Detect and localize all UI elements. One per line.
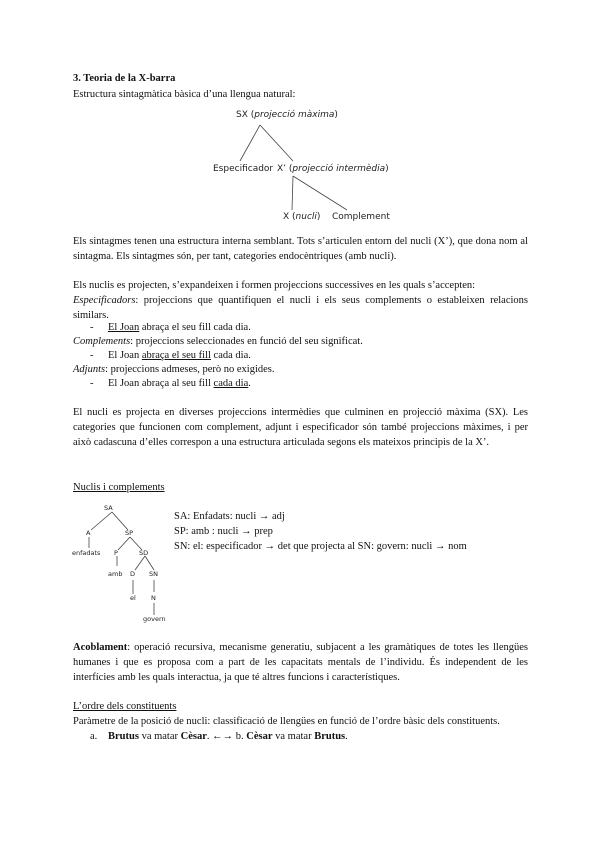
- tree-node-amb: amb: [108, 570, 123, 578]
- tree-comp-label: Complement: [332, 212, 390, 222]
- tree-node-govern: govern: [143, 615, 166, 623]
- spec-example: El Joan abraça el seu fill cada dia.: [108, 322, 251, 333]
- tree-node-sd: SD: [139, 549, 149, 557]
- section-title: 3. Teoria de la X-barra: [73, 73, 176, 84]
- tree-node-el: el: [130, 594, 136, 602]
- note-sn: SN: el: especificador → det que projecta al SN: govern: nucli → nom: [174, 541, 467, 552]
- note-sa: SA: Enfadats: nucli → adj: [174, 511, 285, 522]
- list-dash: -: [90, 350, 94, 361]
- adj-example: El Joan abraça al seu fill cada dia.: [108, 378, 251, 389]
- example-label-a: a.: [90, 731, 98, 742]
- intro-text: Estructura sintagmàtica bàsica d’una llengua natural:: [73, 89, 296, 100]
- adj-definition: Adjunts: projeccions admeses, però no exigides.: [73, 364, 275, 375]
- paragraph-projections-maximal: El nucli es projecta en diverses projeccions intermèdies que culminen en projecció màxima (SX). Les categories que funcionen com complement, adjunt i especificador són també projeccions màximes, i per això cadascuna d’elles correspon a una estructura articulada segons els mateixos principis de la X’.: [73, 407, 528, 448]
- paragraph-head-parameter: Paràmetre de la posició de nucli: classificació de llengües en funció de l’ordre bàsic dels constituents.: [73, 716, 500, 727]
- tree-xbar-label: X’ (projecció intermèdia): [277, 164, 389, 174]
- acob-term: Acoblament: [73, 642, 128, 653]
- paragraph-endocentric: Els sintagmes tenen una estructura interna semblant. Tots s’articulen entorn del nucli (X’), que dona nom al sintagma. Els sintagmes són, per tant, categories endocèntriques (amb nucli).: [73, 236, 528, 262]
- tree-spec-label: Especificador: [213, 164, 274, 174]
- tree-node-d: D: [130, 570, 136, 578]
- list-dash: -: [90, 378, 94, 389]
- tree-node-sa: SA: [104, 504, 113, 512]
- tree-node-sn: SN: [149, 570, 158, 578]
- list-dash: -: [90, 322, 94, 333]
- spec-definition: Especificadors: projeccions que quantifiquen el nucli i els seus complements o estableixen relacions similars.: [73, 295, 528, 321]
- comp-example: El Joan abraça el seu fill cada dia.: [108, 350, 251, 361]
- tree-root-label: SX (projecció màxima): [236, 110, 338, 120]
- example-sentence: Brutus va matar Cèsar. ←→ b. Cèsar va matar Brutus.: [108, 731, 348, 742]
- tree-node-a: A: [86, 529, 91, 537]
- subtitle-heads-complements: Nuclis i complements: [73, 482, 165, 493]
- spec-term: Especificadors: [73, 295, 136, 306]
- tree-node-enfadats: enfadats: [72, 549, 101, 557]
- paragraph-acoblament: Acoblament: operació recursiva, mecanisme generatiu, subjacent a les gramàtiques de totes les llengües humanes i que es proposa com a part de les capacitats mentals de l’individu. És independent de les interfícies amb les quals interactua, ja que té altres funcions i característiques.: [73, 642, 528, 683]
- comp-term: Complements: [73, 336, 131, 347]
- tree-node-n: N: [151, 594, 156, 602]
- note-sp: SP: amb : nucli → prep: [174, 526, 273, 537]
- tree-head-label: X (nucli): [283, 212, 321, 222]
- comp-definition: Complements: projeccions seleccionades en funció del seu significat.: [73, 336, 363, 347]
- subtitle-constituent-order: L’ordre dels constituents: [73, 701, 177, 712]
- tree-node-p: P: [114, 549, 118, 557]
- tree-node-sp: SP: [125, 529, 134, 537]
- paragraph-projections: Els nuclis es projecten, s’expandeixen i formen projeccions successives en les quals s’accepten:: [73, 280, 476, 291]
- adj-term: Adjunts: [73, 364, 106, 375]
